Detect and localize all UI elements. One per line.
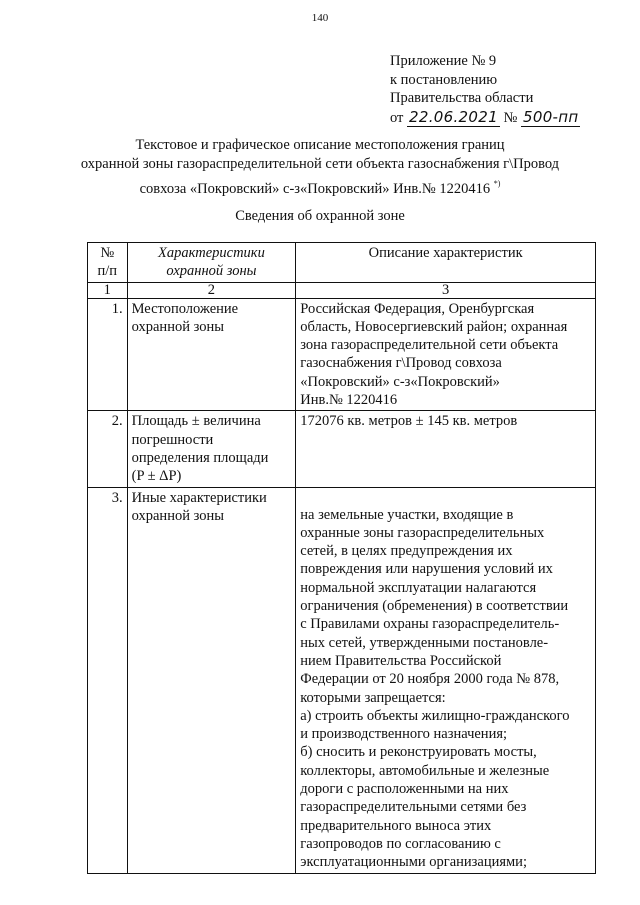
column-number-row	[88, 282, 596, 298]
date-prefix: от	[390, 109, 404, 126]
table-header-row	[88, 243, 596, 283]
section-title: Сведения об охранной зоне	[235, 208, 405, 224]
row-characteristic: Иные характеристики охранной зоны	[127, 487, 296, 873]
title-line1: Текстовое и графическое описание местоположения границ	[135, 137, 505, 153]
row-num: 1.	[88, 298, 128, 411]
table-row	[88, 298, 596, 411]
protection-zone-table	[87, 242, 596, 874]
document-title	[40, 136, 600, 199]
page-number: 140	[311, 12, 329, 24]
colnum-1: 1	[88, 282, 128, 298]
colnum-3: 3	[296, 282, 596, 298]
header-num: № п/п	[88, 243, 128, 283]
row-description: 172076 кв. метров ± 145 кв. метров	[296, 411, 596, 487]
title-line3-wrap	[40, 174, 600, 199]
footnote-mark: *)	[493, 179, 501, 188]
appendix-block	[390, 52, 580, 127]
table-row	[88, 411, 596, 487]
row-num: 2.	[88, 411, 128, 487]
appendix-date-line	[390, 108, 580, 128]
row-num: 3.	[88, 487, 128, 873]
number-prefix: №	[503, 109, 518, 126]
row-description: Российская Федерация, Оренбургская область, Новосергиевский район; охранная зона газораспределительной сети объекта газоснабжения г\Провод совхоза «Покровский» с-з«Покровский» Инв.№ 1220416	[296, 298, 596, 411]
colnum-2: 2	[127, 282, 296, 298]
handwritten-date: 22.06.2021	[409, 107, 498, 126]
table-row	[88, 487, 596, 873]
handwritten-number: 500-пп	[523, 107, 579, 126]
row-characteristic: Площадь ± величина погрешности определения площади (P ± ΔP)	[127, 411, 296, 487]
title-line3: совхоза «Покровский» с-з«Покровский» Инв.№ 1220416	[139, 181, 491, 197]
appendix-line1: Приложение № 9	[390, 53, 497, 69]
appendix-line2: к постановлению	[390, 71, 498, 88]
appendix-line3: Правительства области	[390, 90, 534, 106]
title-line2: охранной зоны газораспределительной сети объекта газоснабжения г\Провод	[80, 156, 560, 172]
row-characteristic: Местоположение охранной зоны	[127, 298, 296, 411]
header-characteristics: Характеристики охранной зоны	[127, 243, 296, 283]
header-description: Описание характеристик	[296, 243, 596, 283]
row-description: на земельные участки, входящие в охранные зоны газораспределительных сетей, в целях предупреждения их повреждения или нарушения условий их нормальной эксплуатации налагаются ограничения (обременения) в соответствии с Правилами охраны газораспределитель- ных сетей, утвержденными постановле- нием Правительства Российской Федерации от 20 ноября 2000 года № 878, которыми запрещается: а) строить объекты жилищно-гражданского и производственного назначения; б) сносить и реконструировать мосты, коллекторы, автомобильные и железные дороги с расположенными на них газораспределительными сетями без предварительного выноса этих газопроводов по согласованию с эксплуатационными организациями;	[296, 487, 596, 873]
